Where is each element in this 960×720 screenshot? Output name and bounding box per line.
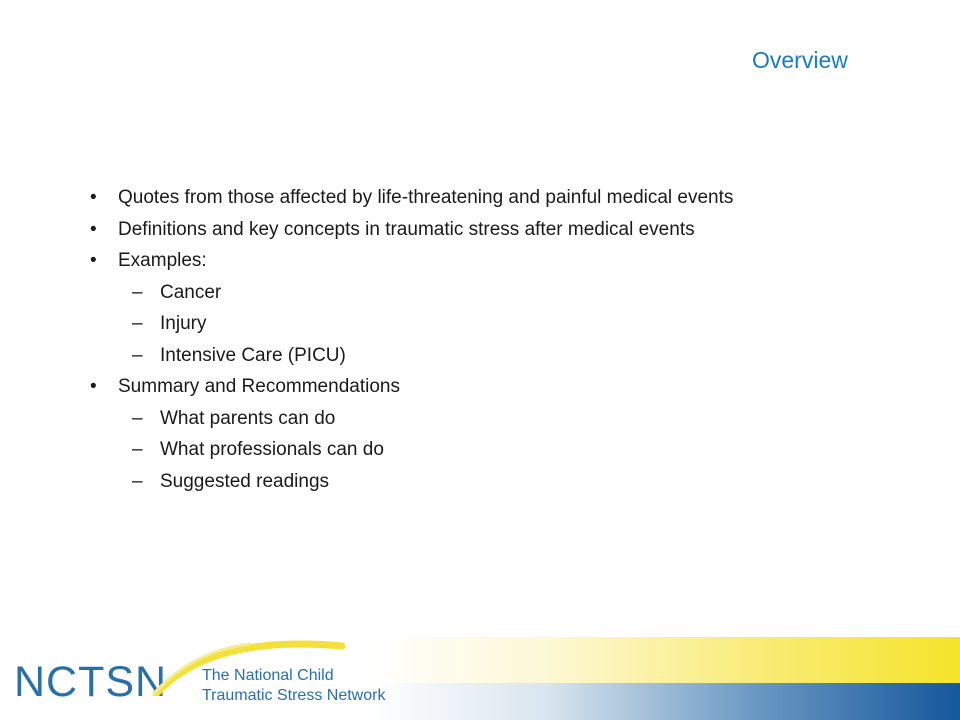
sub-bullet-marker: – [132, 313, 143, 334]
footer-blue-band [370, 683, 960, 720]
sub-bullet-marker: – [132, 344, 143, 366]
sub-bullet-item [90, 343, 910, 375]
bullet-marker: • [90, 218, 97, 240]
bullet-item [90, 217, 910, 249]
slide-title: Overview [752, 47, 848, 73]
sub-bullet-item [90, 406, 910, 438]
footer-banner [0, 628, 960, 720]
sub-bullet-text: What parents can do [160, 407, 336, 429]
bullet-text: Examples: [118, 250, 207, 271]
sub-bullet-item [90, 437, 910, 469]
nctsn-logo-acronym: NCTSN [14, 658, 168, 706]
org-name-line2: Traumatic Stress Network [202, 687, 386, 704]
sub-bullet-item [90, 469, 910, 501]
footer-yellow-band [370, 637, 960, 683]
sub-bullet-text: Cancer [160, 281, 222, 303]
sub-bullet-marker: – [132, 470, 143, 492]
sub-bullet-text: Intensive Care (PICU) [160, 344, 346, 366]
bullet-list [90, 185, 910, 500]
bullet-text: Summary and Recommendations [118, 376, 400, 397]
sub-bullet-marker: – [132, 407, 143, 429]
bullet-text: Quotes from those affected by life-threatening and painful medical events [118, 187, 734, 208]
sub-bullet-marker: – [132, 281, 143, 303]
sub-bullet-text: What professionals can do [160, 439, 384, 460]
sub-bullet-item [90, 311, 910, 343]
bullet-text: Definitions and key concepts in traumatic stress after medical events [118, 218, 695, 240]
bullet-marker: • [90, 187, 97, 208]
nctsn-org-name [202, 666, 385, 706]
bullet-item [90, 374, 910, 406]
bullet-item [90, 248, 910, 280]
sub-bullet-text: Suggested readings [160, 470, 330, 492]
org-name-line1: The National Child [202, 667, 334, 684]
bullet-marker: • [90, 250, 97, 271]
bullet-marker: • [90, 376, 97, 397]
bullet-item [90, 185, 910, 217]
sub-bullet-item [90, 280, 910, 312]
sub-bullet-marker: – [132, 439, 143, 460]
sub-bullet-text: Injury [160, 313, 207, 334]
